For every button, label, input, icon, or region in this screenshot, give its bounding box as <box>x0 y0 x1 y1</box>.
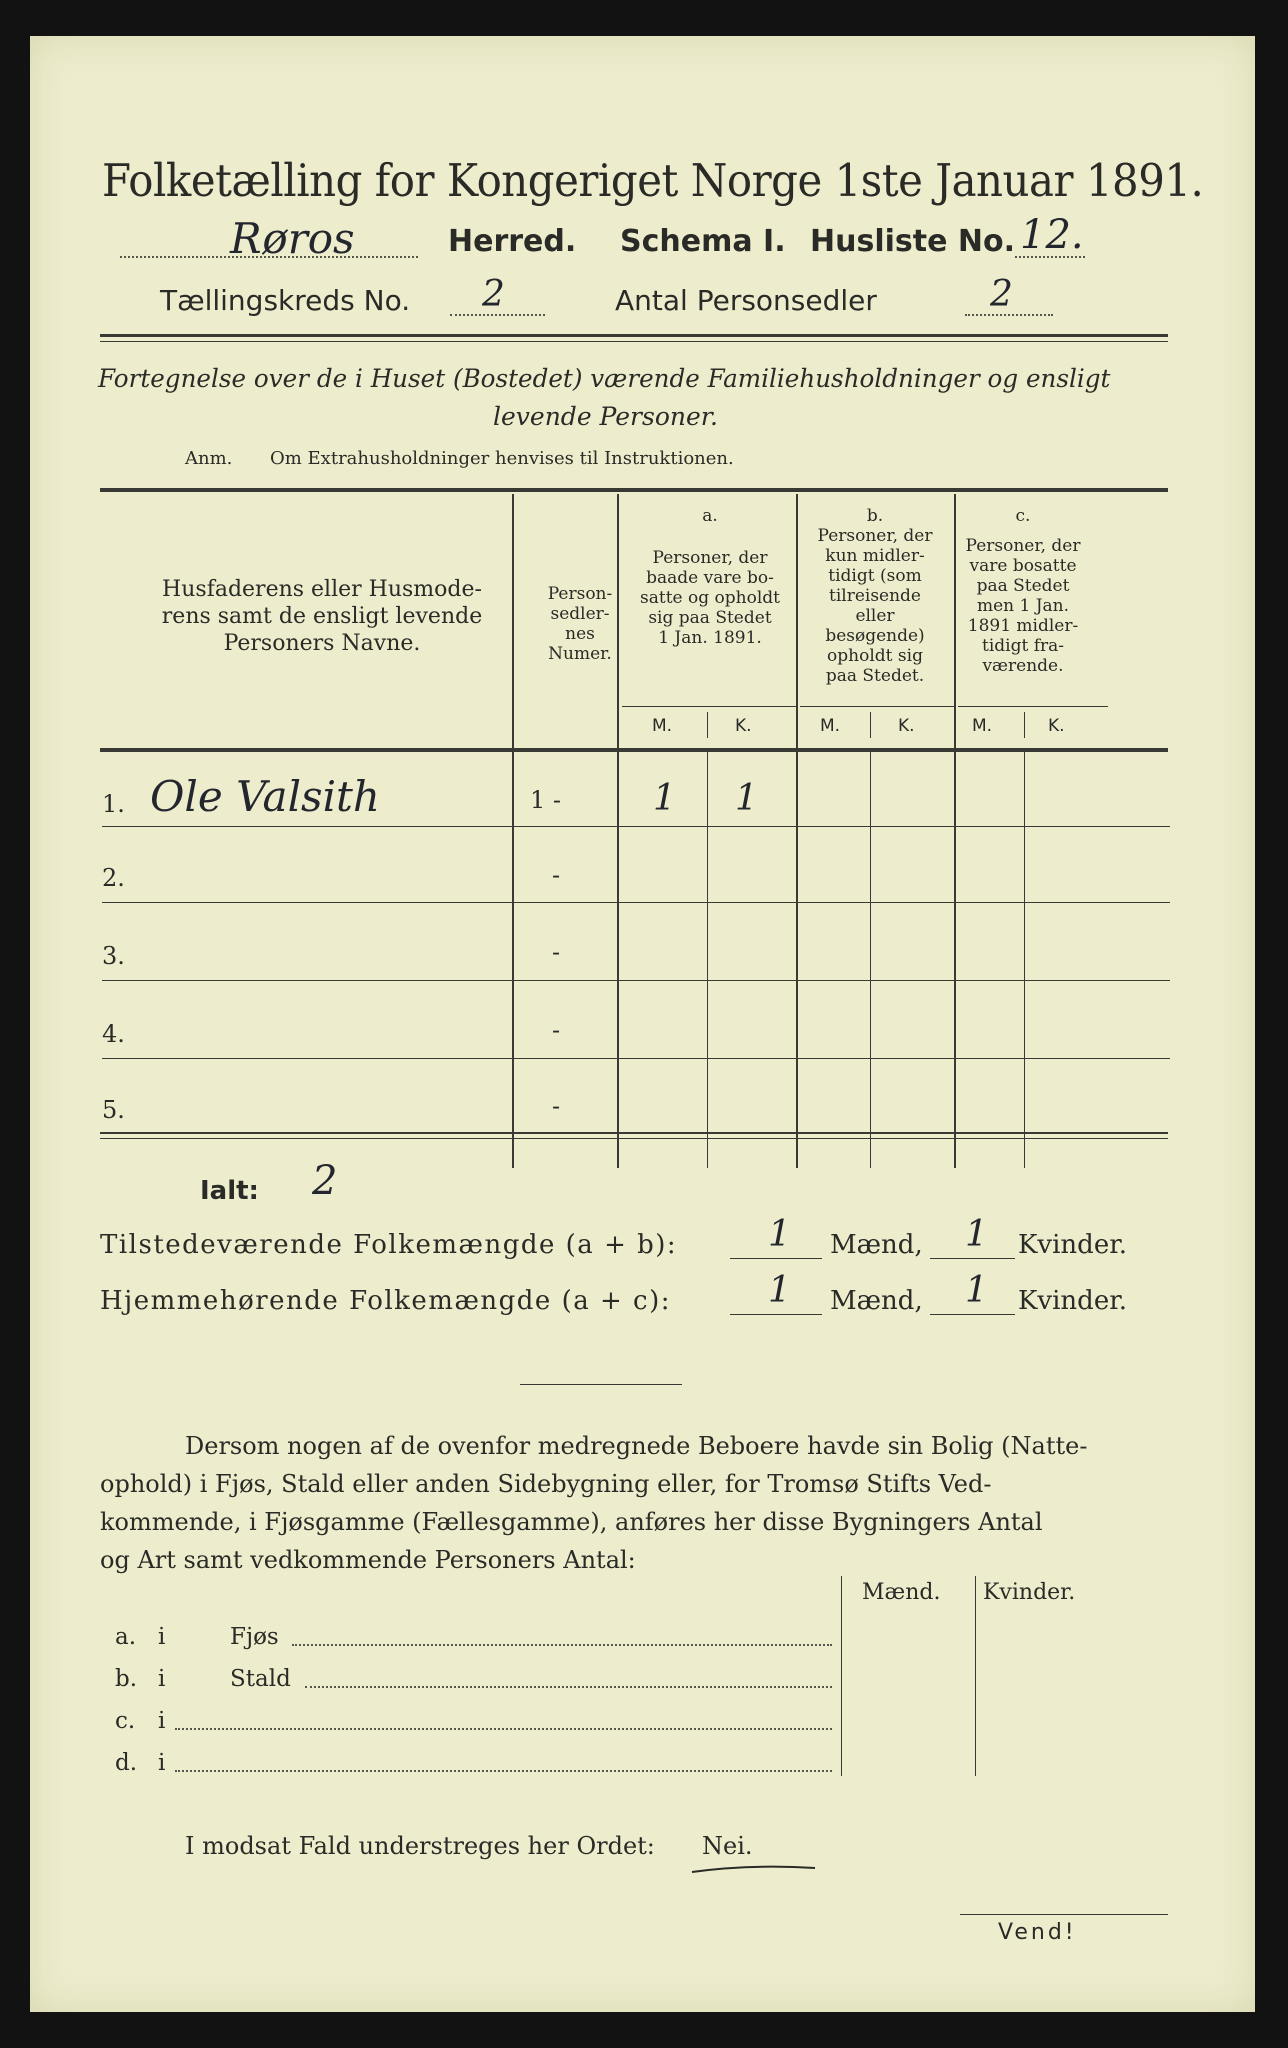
row-numer: 1 - <box>530 786 562 814</box>
kvinder-column-header: Kvinder. <box>983 1580 1076 1605</box>
hjemmehorende-kvinder: 1 <box>965 1270 988 1311</box>
col-c-header: c. Personer, der vare bosatte paa Stedet men 1 Jan. 1891 midler- tidigt fra- værende. <box>965 506 1081 676</box>
taellingskreds-label: Tællingskreds No. <box>160 284 411 317</box>
row-numer: - <box>552 938 561 966</box>
form-title: Folketælling for Kongeriget Norge 1ste Januar 1891. <box>102 154 1204 207</box>
col-numer-header: Person- sedler- nes Numer. <box>547 584 613 664</box>
modsat-text: I modsat Fald understreges her Ordet: <box>185 1832 655 1860</box>
tilstedevaerende-maend-word: Mænd, <box>830 1230 923 1260</box>
intro-line-1: Fortegnelse over de i Huset (Bostedet) værende Familiehusholdninger og ensligt <box>98 364 1111 393</box>
row-number: 5. <box>102 1096 125 1124</box>
row-numer: - <box>552 1016 561 1044</box>
dersom-line-1: Dersom nogen af de ovenfor medregnede Beboere havde sin Bolig (Natte- <box>185 1432 1088 1460</box>
col-b-header: b. Personer, der kun midler- tidigt (som tilreisende eller besøgende) opholdt sig paa Stedet. <box>817 506 933 686</box>
tilstedevaerende-maend: 1 <box>768 1214 791 1255</box>
c-k-label: K. <box>1048 716 1065 736</box>
antal-label: Antal Personsedler <box>615 284 877 317</box>
tilstedevaerende-label: Tilstedeværende Folkemængde (a + b): <box>100 1230 678 1260</box>
nei-underline <box>690 1862 820 1876</box>
dersom-line-4: og Art samt vedkommende Personers Antal: <box>100 1546 636 1574</box>
husliste-label: Husliste No. <box>810 224 1015 259</box>
b-k-label: K. <box>898 716 915 736</box>
schema-label: Schema I. <box>620 224 786 259</box>
dersom-line-2: ophold) i Fjøs, Stald eller anden Sidebygning eller, for Tromsø Stifts Ved- <box>100 1470 992 1498</box>
a-k-label: K. <box>735 716 752 736</box>
divider <box>520 1384 682 1385</box>
hjemmehorende-kvinder-word: Kvinder. <box>1018 1286 1128 1316</box>
row-a-k: 1 <box>735 778 758 819</box>
row-number: 3. <box>102 942 125 970</box>
a-m-label: M. <box>652 716 673 736</box>
dersom-line-3: kommende, i Fjøsgamme (Fællesgamme), anføres her disse Bygningers Antal <box>100 1508 1043 1536</box>
antal-value: 2 <box>990 274 1013 315</box>
row-number: 2. <box>102 864 125 892</box>
herred-value: Røros <box>230 214 355 263</box>
anm-label: Anm. <box>185 448 233 469</box>
hjemmehorende-label: Hjemmehørende Folkemængde (a + c): <box>100 1286 671 1316</box>
row-numer: - <box>552 1092 561 1120</box>
hjemmehorende-maend-word: Mænd, <box>830 1286 923 1316</box>
col-a-header: a. Personer, der baade vare bo- satte og opholdt sig paa Stedet 1 Jan. 1891. <box>640 506 780 648</box>
row-number: 1. <box>102 790 125 818</box>
taellingskreds-value: 2 <box>482 274 505 315</box>
nei-word: Nei. <box>702 1832 753 1860</box>
maend-column-header: Mænd. <box>862 1580 941 1605</box>
c-m-label: M. <box>972 716 993 736</box>
intro-line-2: levende Personer. <box>493 402 718 431</box>
husliste-value: 12. <box>1020 212 1084 258</box>
herred-label: Herred. <box>448 224 577 259</box>
row-number: 4. <box>102 1020 125 1048</box>
b-m-label: M. <box>820 716 841 736</box>
hjemmehorende-maend: 1 <box>768 1270 791 1311</box>
row-a-m: 1 <box>653 778 676 819</box>
ialt-value: 2 <box>312 1158 338 1204</box>
row-numer: - <box>552 861 561 889</box>
vend-text: Vend! <box>998 1920 1077 1945</box>
ialt-label: Ialt: <box>200 1176 259 1206</box>
row-name: Ole Valsith <box>150 772 380 821</box>
tilstedevaerende-kvinder: 1 <box>965 1214 988 1255</box>
anm-text: Om Extrahusholdninger henvises til Instruktionen. <box>270 448 734 469</box>
census-form-sheet: Folketælling for Kongeriget Norge 1ste Januar 1891. Røros Herred. Schema I. Husliste No. 12. Tællingskreds No. 2 Antal Personsedler 2 Fortegnelse over de i Huset (Bostedet) værende Familiehusholdninger og ensligt levende Personer. Anm. Om Extrahusholdninger henvises til Instruktionen. Husfaderens eller Husmode- rens samt de ensligt levende Personers Navne. Person- sedler- nes Numer. a. Personer, der baade vare bo- satte og opholdt sig paa Stedet 1 Jan. 1891. b. Personer, der kun midler- tidigt (som tilreisende eller besøgende) opholdt sig paa Stedet. c. Personer, der vare bosatte paa Stedet men 1 Jan. 1891 midler- tidigt fra- værende. M. K. M. K. M. K. 1. Ole Valsith 1 - 1 1 2. - 3. - 4. - 5. - Ialt: 2 Tilstedeværende Folkemængde (a + b): 1 Mænd, 1 Kvinder. Hjemmehørende Folkemængde (a + c): 1 Mænd, 1 Kvinder. Dersom nogen af de ovenfor medregnede Beboere havde sin Bolig (Natte- ophold) i Fjøs, Stald eller anden Sidebygning eller, for Tromsø Stifts Ved- kommende, i Fjøsgamme (Fællesgamme), anføres her disse Bygningers Antal og Art samt vedkommende Personers Antal: Mænd. Kvinder. a. i Fjøs b. i Stald c. i d. i I modsat Fald understreges her Ordet: Nei. Vend! <box>30 36 1255 2012</box>
col-names-header: Husfaderens eller Husmode- rens samt de ensligt levende Personers Navne. <box>161 577 483 656</box>
tilstedevaerende-kvinder-word: Kvinder. <box>1018 1230 1128 1260</box>
